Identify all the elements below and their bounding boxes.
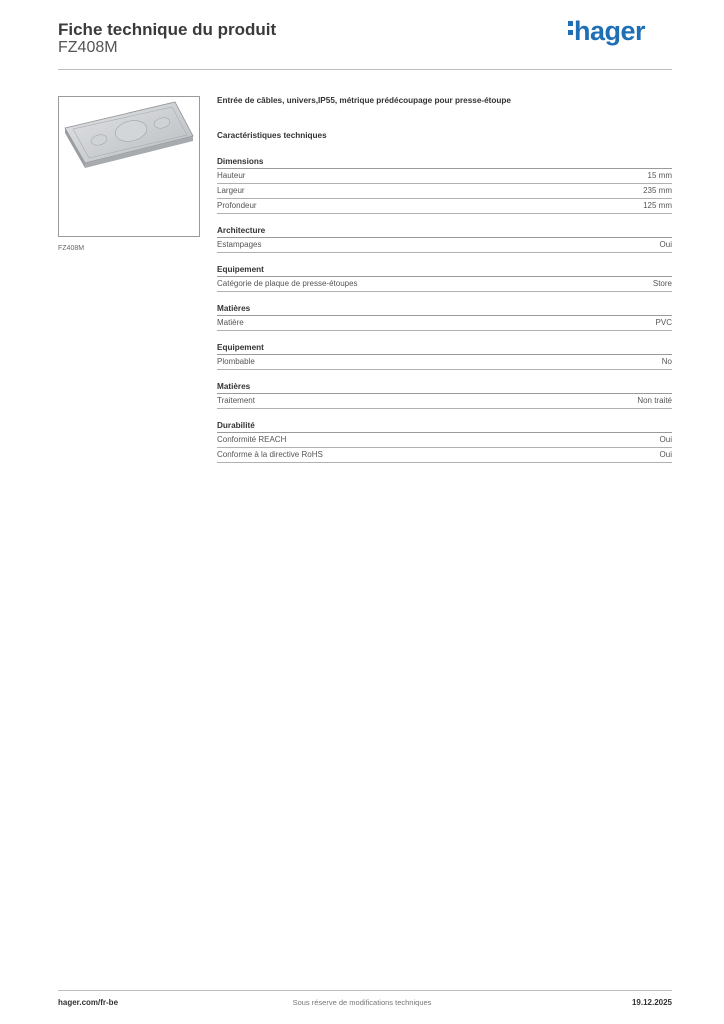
page-title: Fiche technique du produit — [58, 20, 277, 39]
spec-value: Oui — [659, 435, 672, 444]
spec-value: 125 mm — [643, 201, 672, 210]
spec-row — [217, 394, 672, 409]
footer-notice: Sous réserve de modifications techniques — [292, 998, 432, 1007]
spec-row — [217, 277, 672, 292]
spec-value: 235 mm — [643, 186, 672, 195]
spec-label: Largeur — [217, 186, 245, 195]
image-caption: FZ408M — [58, 245, 85, 252]
footer-divider — [58, 990, 672, 991]
spec-group-title: Dimensions — [217, 155, 672, 169]
footer-date: 19.12.2025 — [631, 998, 672, 1007]
logo-text: hager — [574, 16, 646, 46]
spec-group-title: Architecture — [217, 224, 672, 238]
spec-value: 15 mm — [647, 171, 672, 180]
spec-row — [217, 448, 672, 463]
spec-row — [217, 169, 672, 184]
spec-row — [217, 355, 672, 370]
cable-entry-plate-icon — [59, 97, 199, 236]
spec-label: Traitement — [217, 396, 255, 405]
spec-group-equipement-2 — [217, 341, 672, 370]
header-divider — [58, 69, 672, 70]
spec-row — [217, 238, 672, 253]
spec-group-architecture — [217, 224, 672, 253]
spec-value: No — [661, 357, 672, 366]
spec-label: Catégorie de plaque de presse-étoupes — [217, 279, 358, 288]
spec-group-title: Equipement — [217, 341, 672, 355]
spec-label: Estampages — [217, 240, 262, 249]
spec-group-title: Matières — [217, 380, 672, 394]
spec-group-matieres — [217, 302, 672, 331]
hager-logo — [568, 16, 645, 47]
spec-row — [217, 184, 672, 199]
footer-website-link[interactable]: hager.com/fr-be — [58, 998, 119, 1007]
spec-label: Plombable — [217, 357, 255, 366]
spec-group-durabilite — [217, 419, 672, 463]
spec-value: Oui — [659, 240, 672, 249]
spec-row — [217, 316, 672, 331]
spec-group-dimensions — [217, 155, 672, 214]
spec-value: Store — [652, 279, 672, 288]
spec-row — [217, 199, 672, 214]
spec-group-title: Durabilité — [217, 419, 672, 433]
spec-row — [217, 433, 672, 448]
spec-group-matieres-2 — [217, 380, 672, 409]
spec-label: Hauteur — [217, 171, 246, 180]
product-description: Entrée de câbles, univers,IP55, métrique prédécoupage pour presse-étoupe — [217, 96, 511, 105]
spec-value: PVC — [655, 318, 672, 327]
spec-table — [217, 155, 672, 473]
spec-label: Conforme à la directive RoHS — [217, 450, 323, 459]
specs-heading: Caractéristiques techniques — [217, 131, 327, 140]
spec-group-title: Matières — [217, 302, 672, 316]
spec-label: Conformité REACH — [217, 435, 287, 444]
spec-label: Matière — [217, 318, 244, 327]
spec-value: Non traité — [637, 396, 672, 405]
spec-label: Profondeur — [217, 201, 257, 210]
product-image — [58, 96, 200, 237]
spec-value: Oui — [659, 450, 672, 459]
spec-group-equipement — [217, 263, 672, 292]
logo-colon-icon — [568, 18, 574, 39]
product-code: FZ408M — [58, 39, 118, 56]
spec-group-title: Equipement — [217, 263, 672, 277]
